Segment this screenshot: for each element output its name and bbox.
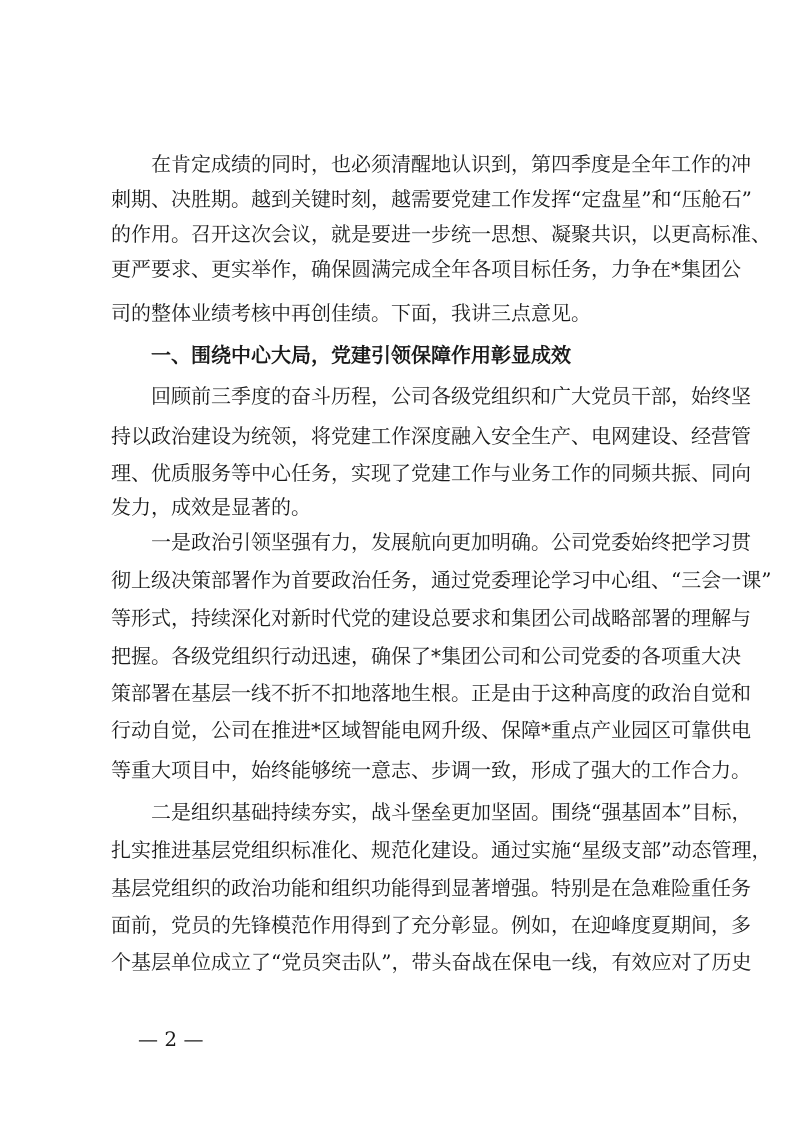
paragraph-line: 面前，党员的先锋模范作用得到了充分彰显。例如，在迎峰度夏期间，多 (111, 913, 751, 937)
paragraph-line: 扎实推进基层党组织标准化、规范化建设。通过实施“星级支部”动态管理， (111, 838, 772, 862)
section-heading: 一、围绕中心大局，党建引领保障作用彰显成效 (151, 343, 571, 367)
paragraph-line: 司的整体业绩考核中再创佳绩。下面，我讲三点意见。 (111, 301, 591, 325)
paragraph-line: 个基层单位成立了“党员突击队”，带头奋战在保电一线，有效应对了历史 (111, 950, 752, 974)
paragraph-line: 行动自觉，公司在推进*区域智能电网升级、保障*重点产业园区可靠供电 (111, 718, 751, 742)
paragraph-line: 一是政治引领坚强有力，发展航向更加明确。公司党委始终把学习贯 (151, 530, 751, 554)
paragraph-line: 发力，成效是显著的。 (111, 495, 311, 519)
paragraph-line: 彻上级决策部署作为首要政治任务，通过党委理论学习中心组、“三会一课” (111, 568, 772, 592)
paragraph-line: 等形式，持续深化对新时代党的建设总要求和集团公司战略部署的理解与 (111, 606, 751, 630)
paragraph-line: 理、优质服务等中心任务，实现了党建工作与业务工作的同频共振、同向 (111, 461, 751, 485)
paragraph-line: 刺期、决胜期。越到关键时刻，越需要党建工作发挥“定盘星”和“压舱石” (111, 187, 752, 211)
paragraph-line: 基层党组织的政治功能和组织功能得到显著增强。特别是在急难险重任务 (111, 876, 751, 900)
paragraph-line: 二是组织基础持续夯实，战斗堡垒更加坚固。围绕“强基固本”目标， (151, 800, 752, 824)
paragraph-line: 等重大项目中，始终能够统一意志、步调一致，形成了强大的工作合力。 (111, 758, 751, 782)
paragraph-line: 的作用。召开这次会议，就是要进一步统一思想、凝聚共识，以更高标准、 (111, 222, 771, 246)
paragraph-line: 策部署在基层一线不折不扣地落地生根。正是由于这种高度的政治自觉和 (111, 681, 751, 705)
page-number: — 2 — (138, 1027, 204, 1051)
paragraph-line: 回顾前三季度的奋斗历程，公司各级党组织和广大党员干部，始终坚 (151, 384, 751, 408)
paragraph-line: 把握。各级党组织行动迅速，确保了*集团公司和公司党委的各项重大决 (111, 644, 741, 668)
paragraph-line: 在肯定成绩的同时，也必须清醒地认识到，第四季度是全年工作的冲 (151, 152, 751, 176)
paragraph-line: 持以政治建设为统领，将党建工作深度融入安全生产、电网建设、经营管 (111, 424, 751, 448)
paragraph-line: 更严要求、更实举作，确保圆满完成全年各项目标任务，力争在*集团公 (111, 257, 741, 281)
